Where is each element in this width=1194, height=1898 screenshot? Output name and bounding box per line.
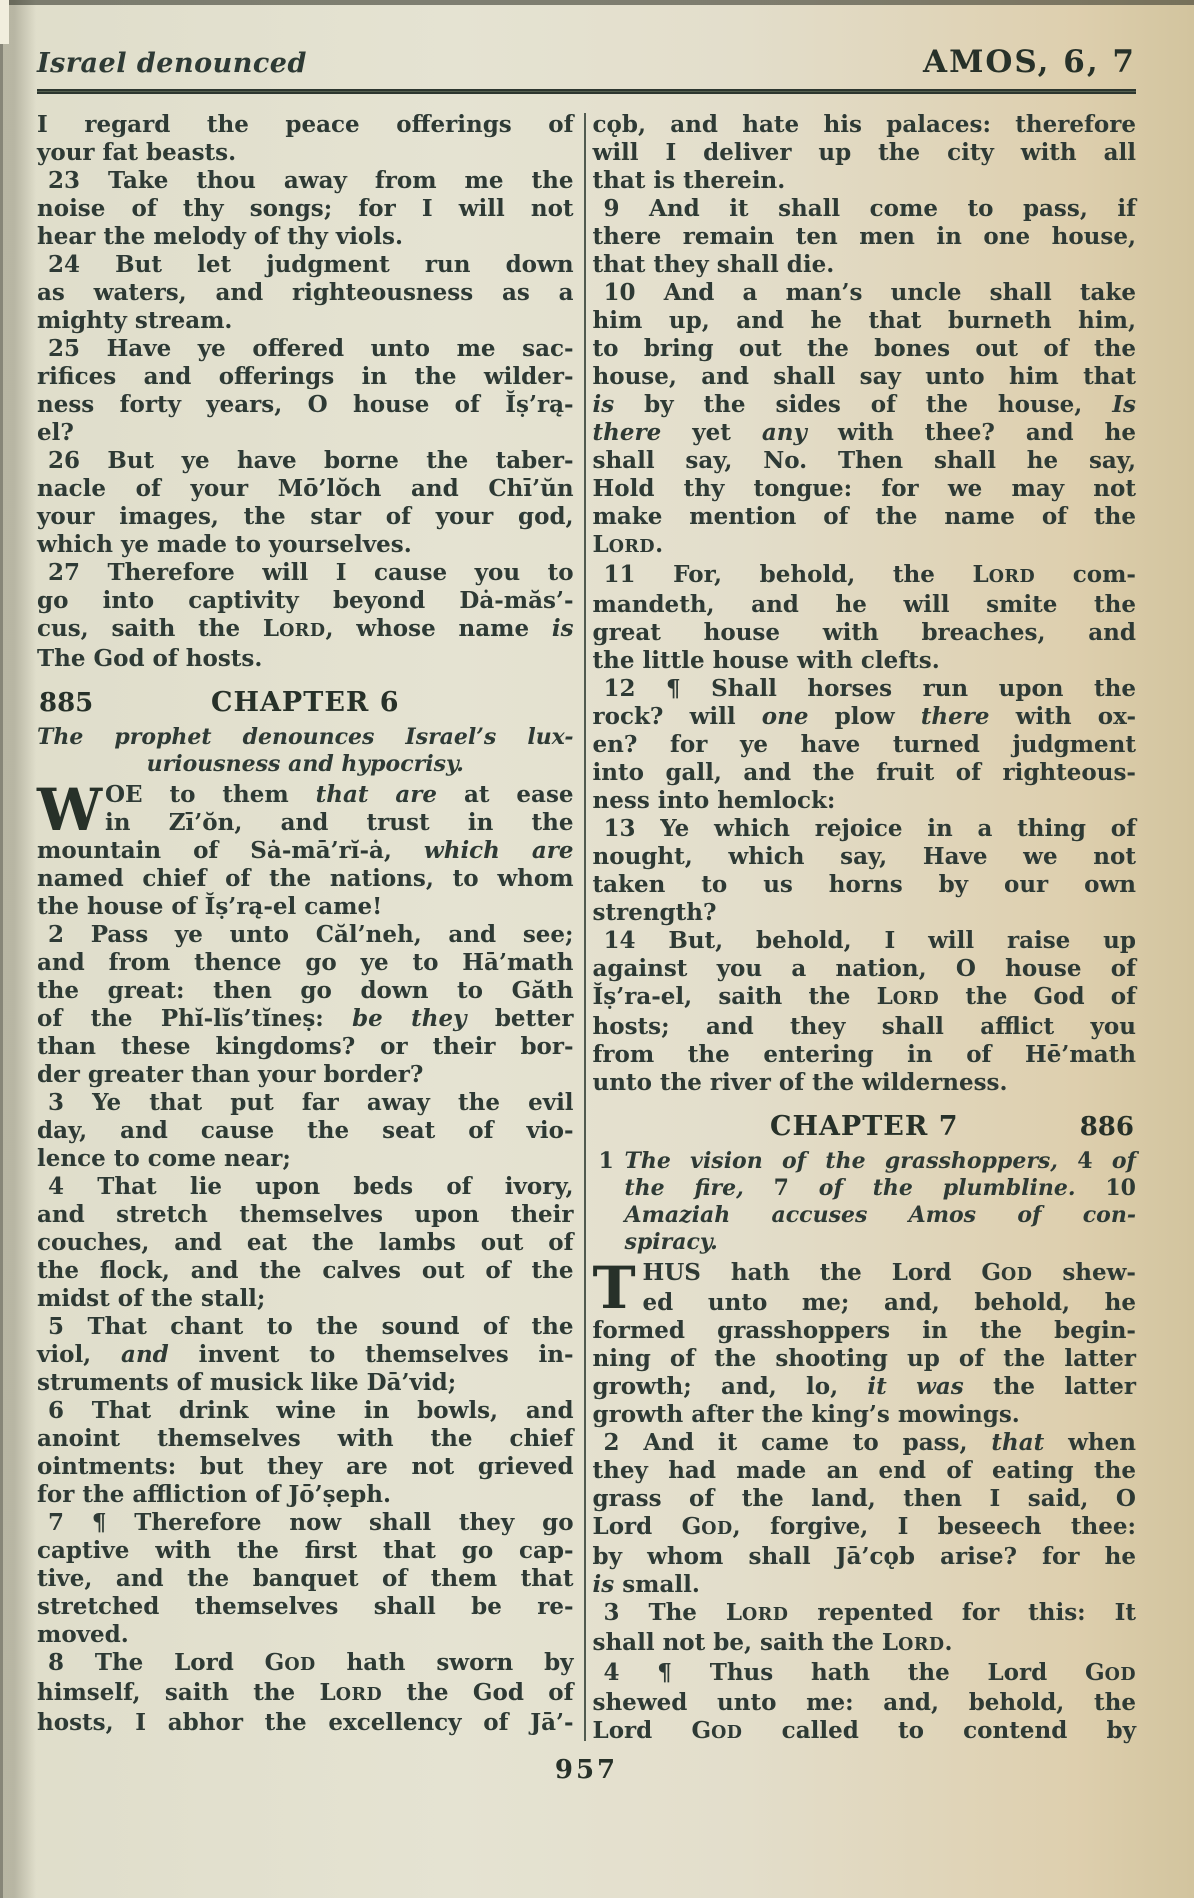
verse-paragraph xyxy=(37,111,574,167)
text-line: in Zī’ŏn, and trust in the xyxy=(105,809,574,836)
verse-paragraph xyxy=(37,335,574,447)
text-line: rock? will one plow there with ox- xyxy=(592,703,1136,730)
text-line: growth after the king’s mowings. xyxy=(592,1401,1020,1428)
verse-paragraph xyxy=(37,1649,574,1737)
text-line: against you a nation, O house of xyxy=(592,955,1136,982)
text-line: the great: then go down to Găth xyxy=(37,977,574,1004)
text-line: 11 For, behold, the LORD com- xyxy=(603,561,1136,588)
text-line: your fat beasts. xyxy=(37,139,237,166)
column-right xyxy=(593,111,1136,1747)
text-line: mandeth, and he will smite the xyxy=(592,591,1136,618)
verse-paragraph xyxy=(593,561,1136,675)
text-line: they had made an end of eating the xyxy=(592,1457,1136,1484)
text-line: day, and cause the seat of vio- xyxy=(37,1117,574,1144)
text-line: spiracy. xyxy=(624,1229,718,1255)
text-line: him up, and he that burneth him, xyxy=(592,307,1136,334)
text-line: 8 The Lord GOD hath sworn by xyxy=(48,1649,574,1676)
text-line: shewed unto me: and, behold, the xyxy=(592,1689,1136,1716)
text-line: The God of hosts. xyxy=(37,645,263,672)
text-line: 2 Pass ye unto Căl’neh, and see; xyxy=(48,921,574,948)
text-line: hear the melody of thy viols. xyxy=(37,223,403,250)
text-line: couches, and eat the lambs out of xyxy=(37,1229,574,1256)
verse-paragraph xyxy=(37,251,574,335)
text-line: rifices and offerings in the wilder- xyxy=(37,363,574,390)
text-line: I regard the peace offerings of xyxy=(37,111,574,138)
text-line: formed grasshoppers in the begin- xyxy=(592,1317,1136,1344)
text-line: uriousness and hypocrisy. xyxy=(146,751,464,777)
text-line: ointments: but they are not grieved xyxy=(37,1453,574,1480)
text-line: captive with the first that go cap- xyxy=(37,1537,574,1564)
chapter-summary xyxy=(37,724,574,778)
text-line: 23 Take thou away from me the xyxy=(48,167,574,194)
text-line: cǫb, and hate his palaces: therefore xyxy=(592,111,1136,138)
column-left xyxy=(37,111,574,1747)
verse-paragraph xyxy=(37,167,574,251)
text-line: 5 That chant to the sound of the xyxy=(48,1313,574,1340)
text-line: by whom shall Jā’cǫb arise? for he xyxy=(592,1543,1136,1570)
text-line: der greater than your border? xyxy=(37,1061,424,1088)
text-line: as waters, and righteousness as a xyxy=(37,279,574,306)
verse-paragraph xyxy=(593,111,1136,195)
text-line: the little house with clefts. xyxy=(592,647,940,674)
text-line: that they shall die. xyxy=(592,251,835,278)
page-edge-tear xyxy=(0,0,9,44)
text-line: moved. xyxy=(37,1621,129,1648)
text-line: The vision of the grasshoppers, 4 of xyxy=(624,1148,1136,1174)
chapter-heading xyxy=(37,687,574,719)
text-line: into gall, and the fruit of righteous- xyxy=(592,759,1136,786)
verse-paragraph xyxy=(37,559,574,673)
text-line: Lord GOD, forgive, I beseech thee: xyxy=(592,1513,1136,1540)
chapter-heading xyxy=(593,1111,1136,1143)
text-line: anoint themselves with the chief xyxy=(37,1425,574,1452)
text-line: nought, which say, Have we not xyxy=(592,843,1136,870)
verse-paragraph xyxy=(593,1659,1136,1747)
text-line: ed unto me; and, behold, he xyxy=(642,1289,1136,1316)
verse-paragraph xyxy=(37,1089,574,1173)
text-line: than these kingdoms? or their bor- xyxy=(37,1033,574,1060)
text-line: strength? xyxy=(592,899,717,926)
summary-verse-marker: 1 xyxy=(598,1148,614,1174)
text-line: el? xyxy=(37,419,74,446)
text-line: cus, saith the LORD, whose name is xyxy=(37,615,574,642)
text-line: 3 Ye that put far away the evil xyxy=(48,1089,574,1116)
verse-paragraph xyxy=(37,447,574,559)
chapter-summary xyxy=(593,1148,1136,1256)
verse-paragraph xyxy=(593,675,1136,815)
chapter-title: CHAPTER 6 xyxy=(210,687,400,718)
text-line: 4 ¶ Thus hath the Lord GOD xyxy=(603,1659,1136,1686)
text-line: 26 But ye have borne the taber- xyxy=(48,447,574,474)
page-content xyxy=(37,44,1136,1785)
text-line: to bring out the bones out of the xyxy=(592,335,1136,362)
text-line: 9 And it shall come to pass, if xyxy=(603,195,1136,222)
text-line: ning of the shooting up of the latter xyxy=(592,1345,1136,1372)
verse-paragraph xyxy=(593,1599,1136,1659)
text-line: make mention of the name of the xyxy=(592,503,1136,530)
text-line: go into captivity beyond Dȧ-măs’- xyxy=(37,587,574,614)
dropcap-paragraph xyxy=(592,1254,1136,1429)
verse-paragraph xyxy=(593,927,1136,1097)
text-line: there yet any with thee? and he xyxy=(592,419,1136,446)
text-line: hosts, I abhor the excellency of Jā’- xyxy=(37,1709,574,1736)
drop-cap: T xyxy=(592,1254,636,1322)
verse-paragraph xyxy=(37,1509,574,1649)
text-line: Amaziah accuses Amos of con- xyxy=(624,1202,1136,1228)
text-line: struments of musick like Dā’vid; xyxy=(37,1369,457,1396)
text-line: 3 The LORD repented for this: It xyxy=(603,1599,1136,1626)
text-line: Ĭṣ’ra-el, saith the LORD the God of xyxy=(592,983,1136,1010)
text-line: will I deliver up the city with all xyxy=(592,139,1136,166)
verse-paragraph xyxy=(37,1313,574,1397)
text-line: mountain of Sȧ-mā’rĭ-ȧ, which are xyxy=(37,837,574,864)
text-line: 2 And it came to pass, that when xyxy=(603,1429,1136,1456)
header-rule xyxy=(37,89,1136,94)
page-number: 957 xyxy=(554,1755,619,1785)
text-line: is by the sides of the house, Is xyxy=(592,391,1136,418)
text-line: 12 ¶ Shall horses run upon the xyxy=(603,675,1136,702)
text-line: named chief of the nations, to whom xyxy=(37,865,574,892)
text-line: grass of the land, then I said, O xyxy=(592,1485,1136,1512)
text-line: 6 That drink wine in bowls, and xyxy=(48,1397,574,1424)
text-line: 13 Ye which rejoice in a thing of xyxy=(603,815,1136,842)
text-line: stretched themselves shall be re- xyxy=(37,1593,574,1620)
text-line: lence to come near; xyxy=(37,1145,291,1172)
text-line: noise of thy songs; for I will not xyxy=(37,195,574,222)
text-line: which ye made to yourselves. xyxy=(37,531,412,558)
text-columns xyxy=(37,111,1136,1747)
verse-paragraph xyxy=(593,195,1136,279)
column-divider xyxy=(584,113,586,1741)
text-line: 24 But let judgment run down xyxy=(48,251,574,278)
text-line: Lord GOD called to contend by xyxy=(592,1717,1136,1744)
text-line: growth; and, lo, it was the latter xyxy=(592,1373,1136,1400)
text-line: that is therein. xyxy=(592,167,786,194)
text-line: The prophet denounces Israel’s lux- xyxy=(37,724,574,750)
text-line: 10 And a man’s uncle shall take xyxy=(603,279,1136,306)
verse-paragraph xyxy=(37,1397,574,1509)
text-line: of the Phĭ-lĭs’tĭneṣ: be they better xyxy=(37,1005,574,1032)
text-line: and from thence go ye to Hā’math xyxy=(37,949,574,976)
text-line: Hold thy tongue: for we may not xyxy=(592,475,1136,502)
drop-cap: W xyxy=(37,776,103,844)
text-line: house, and shall say unto him that xyxy=(592,363,1136,390)
text-line: 14 But, behold, I will raise up xyxy=(603,927,1136,954)
text-line: and stretch themselves upon their xyxy=(37,1201,574,1228)
text-line: the flock, and the calves out of the xyxy=(37,1257,574,1284)
text-line: taken to us horns by our own xyxy=(592,871,1136,898)
text-line: 25 Have ye offered unto me sac- xyxy=(48,335,574,362)
text-line: is small. xyxy=(592,1571,700,1598)
text-line: 27 Therefore will I cause you to xyxy=(48,559,574,586)
chapter-section-number: 885 xyxy=(39,688,94,718)
verse-paragraph xyxy=(37,921,574,1089)
text-line: HUS hath the Lord GOD shew- xyxy=(642,1259,1136,1286)
running-head-right: AMOS, 6, 7 xyxy=(923,44,1136,80)
text-line: from the entering in of Hē’math xyxy=(592,1041,1136,1068)
text-line: viol, and invent to themselves in- xyxy=(37,1341,574,1368)
text-line: for the affliction of Jō’ṣeph. xyxy=(37,1481,391,1508)
text-line: OE to them that are at ease xyxy=(105,781,574,808)
verse-paragraph xyxy=(37,1173,574,1313)
verse-paragraph xyxy=(593,1429,1136,1599)
chapter-section-number: 886 xyxy=(1079,1112,1134,1142)
verse-paragraph xyxy=(593,815,1136,927)
text-line: shall not be, saith the LORD. xyxy=(592,1629,953,1656)
text-line: en? for ye have turned judgment xyxy=(592,731,1136,758)
text-line: shall say, No. Then shall he say, xyxy=(592,447,1136,474)
text-line: ness forty years, O house of Ĭṣ’rą- xyxy=(37,391,574,418)
verse-paragraph xyxy=(593,279,1136,561)
text-line: tive, and the banquet of them that xyxy=(37,1565,574,1592)
text-line: hosts; and they shall afflict you xyxy=(592,1013,1136,1040)
text-line: himself, saith the LORD the God of xyxy=(37,1679,574,1706)
running-header xyxy=(37,44,1136,80)
text-line: midst of the stall; xyxy=(37,1285,266,1312)
text-line: the fire, 7 of the plumbline. 10 xyxy=(624,1175,1136,1201)
text-line: the house of Ĭṣ’rą-el came! xyxy=(37,893,383,920)
text-line: LORD. xyxy=(592,531,664,558)
text-line: unto the river of the wilderness. xyxy=(592,1069,1008,1096)
chapter-title: CHAPTER 7 xyxy=(769,1111,959,1142)
running-head-left: Israel denounced xyxy=(37,48,307,79)
text-line: nacle of your Mō’lŏch and Chī’ŭn xyxy=(37,475,574,502)
text-line: ness into hemlock: xyxy=(592,787,836,814)
text-line: great house with breaches, and xyxy=(592,619,1136,646)
text-line: there remain ten men in one house, xyxy=(592,223,1136,250)
dropcap-paragraph xyxy=(37,776,574,921)
text-line: 4 That lie upon beds of ivory, xyxy=(48,1173,574,1200)
text-line: 7 ¶ Therefore now shall they go xyxy=(48,1509,574,1536)
text-line: your images, the star of your god, xyxy=(37,503,574,530)
text-line: mighty stream. xyxy=(37,307,233,334)
